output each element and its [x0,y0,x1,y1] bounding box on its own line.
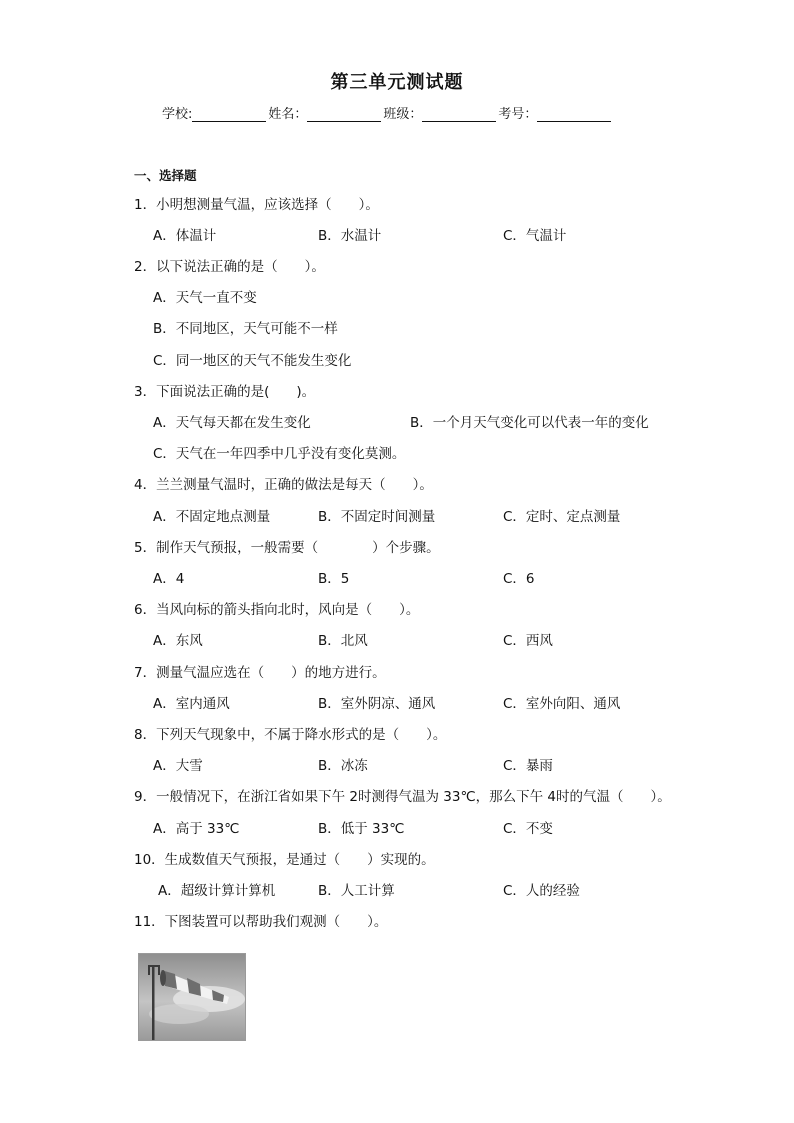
option-4b: B．不固定时间测量 [318,509,436,525]
option-3b: B．一个月天气变化可以代表一年的变化 [410,415,649,431]
option-1c: C．气温计 [503,228,567,244]
option-4c: C．定时、定点测量 [503,509,621,525]
question-7: 7．测量气温应选在（ ）的地方进行。 [134,665,386,681]
option-10c: C．人的经验 [503,883,580,899]
number-blank[interactable] [537,107,611,122]
option-9c: C．不变 [503,821,553,837]
question-2: 2．以下说法正确的是（ ）。 [134,259,325,275]
option-1a: A．体温计 [153,228,217,244]
option-2c: C．同一地区的天气不能发生变化 [153,353,352,369]
option-4a: A．不固定地点测量 [153,509,271,525]
question-1: 1．小明想测量气温，应该选择（ ）。 [134,197,379,213]
option-8c: C．暴雨 [503,758,553,774]
question-6: 6．当风向标的箭头指向北时，风向是（ ）。 [134,602,420,618]
question-10: 10．生成数值天气预报，是通过（ ）实现的。 [134,852,435,868]
option-7c: C．室外向阳、通风 [503,696,621,712]
class-blank[interactable] [422,107,496,122]
option-7b: B．室外阴凉、通风 [318,696,436,712]
option-6c: C．西风 [503,633,553,649]
school-blank[interactable] [192,107,266,122]
question-8: 8．下列天气现象中，不属于降水形式的是（ ）。 [134,727,447,743]
question-11: 11．下图装置可以帮助我们观测（ ）。 [134,914,388,930]
option-5a: A．4 [153,571,185,587]
section-heading: 一、选择题 [134,168,197,183]
option-2b: B．不同地区，天气可能不一样 [153,321,338,337]
option-6b: B．北风 [318,633,368,649]
class-label: 班级： [383,107,423,122]
windsock-icon [138,953,246,1041]
student-info [162,103,613,122]
option-6a: A．东风 [153,633,203,649]
option-1b: B．水温计 [318,228,382,244]
option-10a: A．超级计算计算机 [158,883,276,899]
question-9: 9．一般情况下，在浙江省如果下午 2时测得气温为 33℃，那么下午 4时的气温（ ）。 [134,789,671,805]
school-label: 学校: [162,107,193,122]
name-label: 姓名： [268,107,308,122]
option-8b: B．冰冻 [318,758,368,774]
number-label: 考号： [498,107,538,122]
option-5c: C．6 [503,571,535,587]
option-3c: C．天气在一年四季中几乎没有变化莫测。 [153,446,406,462]
option-8a: A．大雪 [153,758,203,774]
option-9b: B．低于 33℃ [318,821,405,837]
option-9a: A．高于 33℃ [153,821,240,837]
question-4: 4．兰兰测量气温时，正确的做法是每天（ ）。 [134,477,433,493]
name-blank[interactable] [307,107,381,122]
option-10b: B．人工计算 [318,883,395,899]
question-5: 5．制作天气预报，一般需要（ ）个步骤。 [134,540,440,556]
option-7a: A．室内通风 [153,696,230,712]
page-title: 第三单元测试题 [330,72,464,93]
option-5b: B．5 [318,571,350,587]
option-3a: A．天气每天都在发生变化 [153,415,311,431]
option-2a: A．天气一直不变 [153,290,257,306]
question-3: 3．下面说法正确的是( )。 [134,384,316,400]
